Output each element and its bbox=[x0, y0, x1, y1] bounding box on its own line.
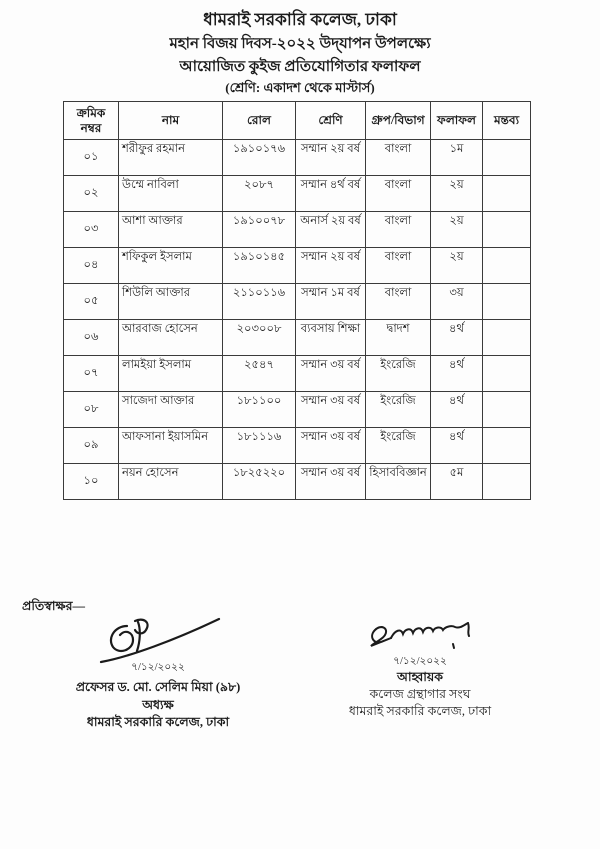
cell-roll: ১৯১০১৪৫ bbox=[223, 248, 296, 284]
convener-organization: কলেজ গ্রন্থাগার সংঘ bbox=[369, 687, 471, 701]
principal-college-name: ধামরাই সরকারি কলেজ, ঢাকা bbox=[86, 715, 230, 729]
cell-group: বাংলা bbox=[366, 248, 431, 284]
convener-designation: আহ্বায়ক bbox=[397, 670, 443, 684]
cell-roll: ১৮২৫২২০ bbox=[223, 464, 296, 500]
cell-roll: ২১১০১১৬ bbox=[223, 284, 296, 320]
cell-remark bbox=[483, 464, 531, 500]
cell-class: ব্যবসায় শিক্ষা bbox=[296, 320, 366, 356]
cell-roll: ২৫৪৭ bbox=[223, 356, 296, 392]
cell-class: সম্মান ৪র্থ বর্ষ bbox=[296, 176, 366, 212]
cell-serial: ০৬ bbox=[64, 320, 119, 356]
cell-group: বাংলা bbox=[366, 284, 431, 320]
convener-college-name: ধামরাই সরকারি কলেজ, ঢাকা bbox=[348, 704, 492, 718]
table-row bbox=[64, 428, 531, 464]
cell-result: ৪র্থ bbox=[431, 356, 483, 392]
cell-class: সম্মান ৩য় বর্ষ bbox=[296, 464, 366, 500]
table-row bbox=[64, 212, 531, 248]
table-row bbox=[64, 392, 531, 428]
principal-signature-date: ৭/১২/২০২২ bbox=[131, 662, 185, 673]
header-name: নাম bbox=[119, 102, 223, 140]
cell-result: ৫ম bbox=[431, 464, 483, 500]
cell-result: ২য় bbox=[431, 176, 483, 212]
convener-signature-scribble bbox=[365, 618, 475, 654]
class-range-subtitle: (শ্রেণি: একাদশ থেকে মাস্টার্স) bbox=[225, 80, 375, 95]
cell-name: শিউলি আক্তার bbox=[119, 284, 223, 320]
cell-remark bbox=[483, 356, 531, 392]
table-row bbox=[64, 356, 531, 392]
cell-result: ৩য় bbox=[431, 284, 483, 320]
cell-name: আশা আক্তার bbox=[119, 212, 223, 248]
cell-class: সম্মান ১ম বর্ষ bbox=[296, 284, 366, 320]
cell-serial: ০১ bbox=[64, 140, 119, 176]
cell-remark bbox=[483, 176, 531, 212]
cell-remark bbox=[483, 392, 531, 428]
cell-result: ২য় bbox=[431, 212, 483, 248]
cell-class: সম্মান ২য় বর্ষ bbox=[296, 140, 366, 176]
cell-serial: ০৩ bbox=[64, 212, 119, 248]
cell-roll: ২০৮৭ bbox=[223, 176, 296, 212]
cell-remark bbox=[483, 248, 531, 284]
cell-result: ৪র্থ bbox=[431, 392, 483, 428]
cell-name: লামইয়া ইসলাম bbox=[119, 356, 223, 392]
cell-result: ৪র্থ bbox=[431, 428, 483, 464]
cell-serial: ০২ bbox=[64, 176, 119, 212]
cell-name: শফিকুল ইসলাম bbox=[119, 248, 223, 284]
cell-serial: ০৯ bbox=[64, 428, 119, 464]
cell-serial: ০৭ bbox=[64, 356, 119, 392]
cell-group: বাংলা bbox=[366, 176, 431, 212]
header-serial: ক্রমিক নম্বর bbox=[64, 102, 119, 140]
cell-name: উম্মে নাবিলা bbox=[119, 176, 223, 212]
cell-serial: ১০ bbox=[64, 464, 119, 500]
cell-remark bbox=[483, 140, 531, 176]
cell-group: দ্বাদশ bbox=[366, 320, 431, 356]
table-row bbox=[64, 284, 531, 320]
cell-remark bbox=[483, 284, 531, 320]
cell-group: ইংরেজি bbox=[366, 392, 431, 428]
cell-remark bbox=[483, 428, 531, 464]
principal-name: প্রফেসর ড. মো. সেলিম মিয়া (৯৮) bbox=[75, 680, 241, 694]
cell-group: বাংলা bbox=[366, 212, 431, 248]
cell-roll: ১৯১০১৭৬ bbox=[223, 140, 296, 176]
college-name-title: ধামরাই সরকারি কলেজ, ঢাকা bbox=[203, 10, 397, 29]
cell-roll: ১৯১০০৭৮ bbox=[223, 212, 296, 248]
event-title: মহান বিজয় দিবস-২০২২ উদ্‌যাপন উপলক্ষ্যে bbox=[169, 36, 431, 52]
header-roll: রোল bbox=[223, 102, 296, 140]
cell-group: বাংলা bbox=[366, 140, 431, 176]
header-result: ফলাফল bbox=[431, 102, 483, 140]
signature-block-convener bbox=[330, 618, 510, 720]
cell-serial: ০৪ bbox=[64, 248, 119, 284]
header-group: গ্রুপ/বিভাগ bbox=[366, 102, 431, 140]
header-class: শ্রেণি bbox=[296, 102, 366, 140]
header-remark: মন্তব্য bbox=[483, 102, 531, 140]
table-row bbox=[64, 320, 531, 356]
result-title: আয়োজিত কুইজ প্রতিযোগিতার ফলাফল bbox=[179, 59, 421, 75]
cell-roll: ২০৩০০৮ bbox=[223, 320, 296, 356]
cell-name: আফসানা ইয়াসমিন bbox=[119, 428, 223, 464]
cell-remark bbox=[483, 320, 531, 356]
table-row bbox=[64, 248, 531, 284]
cell-group: ইংরেজি bbox=[366, 356, 431, 392]
cell-serial: ০৮ bbox=[64, 392, 119, 428]
cell-serial: ০৫ bbox=[64, 284, 119, 320]
cell-name: সাজেদা আক্তার bbox=[119, 392, 223, 428]
cell-roll: ১৮১১১৬ bbox=[223, 428, 296, 464]
signature-block-principal bbox=[58, 612, 258, 731]
cell-result: ২য় bbox=[431, 248, 483, 284]
cell-name: নয়ন হোসেন bbox=[119, 464, 223, 500]
results-table bbox=[63, 101, 531, 500]
cell-group: হিসাববিজ্ঞান bbox=[366, 464, 431, 500]
cell-class: সম্মান ৩য় বর্ষ bbox=[296, 356, 366, 392]
cell-result: ৪র্থ bbox=[431, 320, 483, 356]
cell-roll: ১৮১১০০ bbox=[223, 392, 296, 428]
cell-class: সম্মান ৩য় বর্ষ bbox=[296, 428, 366, 464]
cell-result: ১ম bbox=[431, 140, 483, 176]
countersign-label: প্রতিস্বাক্ষর— bbox=[22, 599, 86, 613]
cell-group: ইংরেজি bbox=[366, 428, 431, 464]
cell-class: অনার্স ২য় বর্ষ bbox=[296, 212, 366, 248]
cell-class: সম্মান ৩য় বর্ষ bbox=[296, 392, 366, 428]
document-header bbox=[0, 7, 600, 98]
cell-name: আরবাজ হোসেন bbox=[119, 320, 223, 356]
cell-name: শরীফুর রহমান bbox=[119, 140, 223, 176]
cell-class: সম্মান ২য় বর্ষ bbox=[296, 248, 366, 284]
table-header-row bbox=[64, 102, 531, 140]
table-row bbox=[64, 464, 531, 500]
convener-signature-date: ৭/১২/২০২২ bbox=[393, 656, 447, 667]
principal-designation: অধ্যক্ষ bbox=[142, 698, 174, 712]
table-row bbox=[64, 176, 531, 212]
cell-remark bbox=[483, 212, 531, 248]
table-row bbox=[64, 140, 531, 176]
